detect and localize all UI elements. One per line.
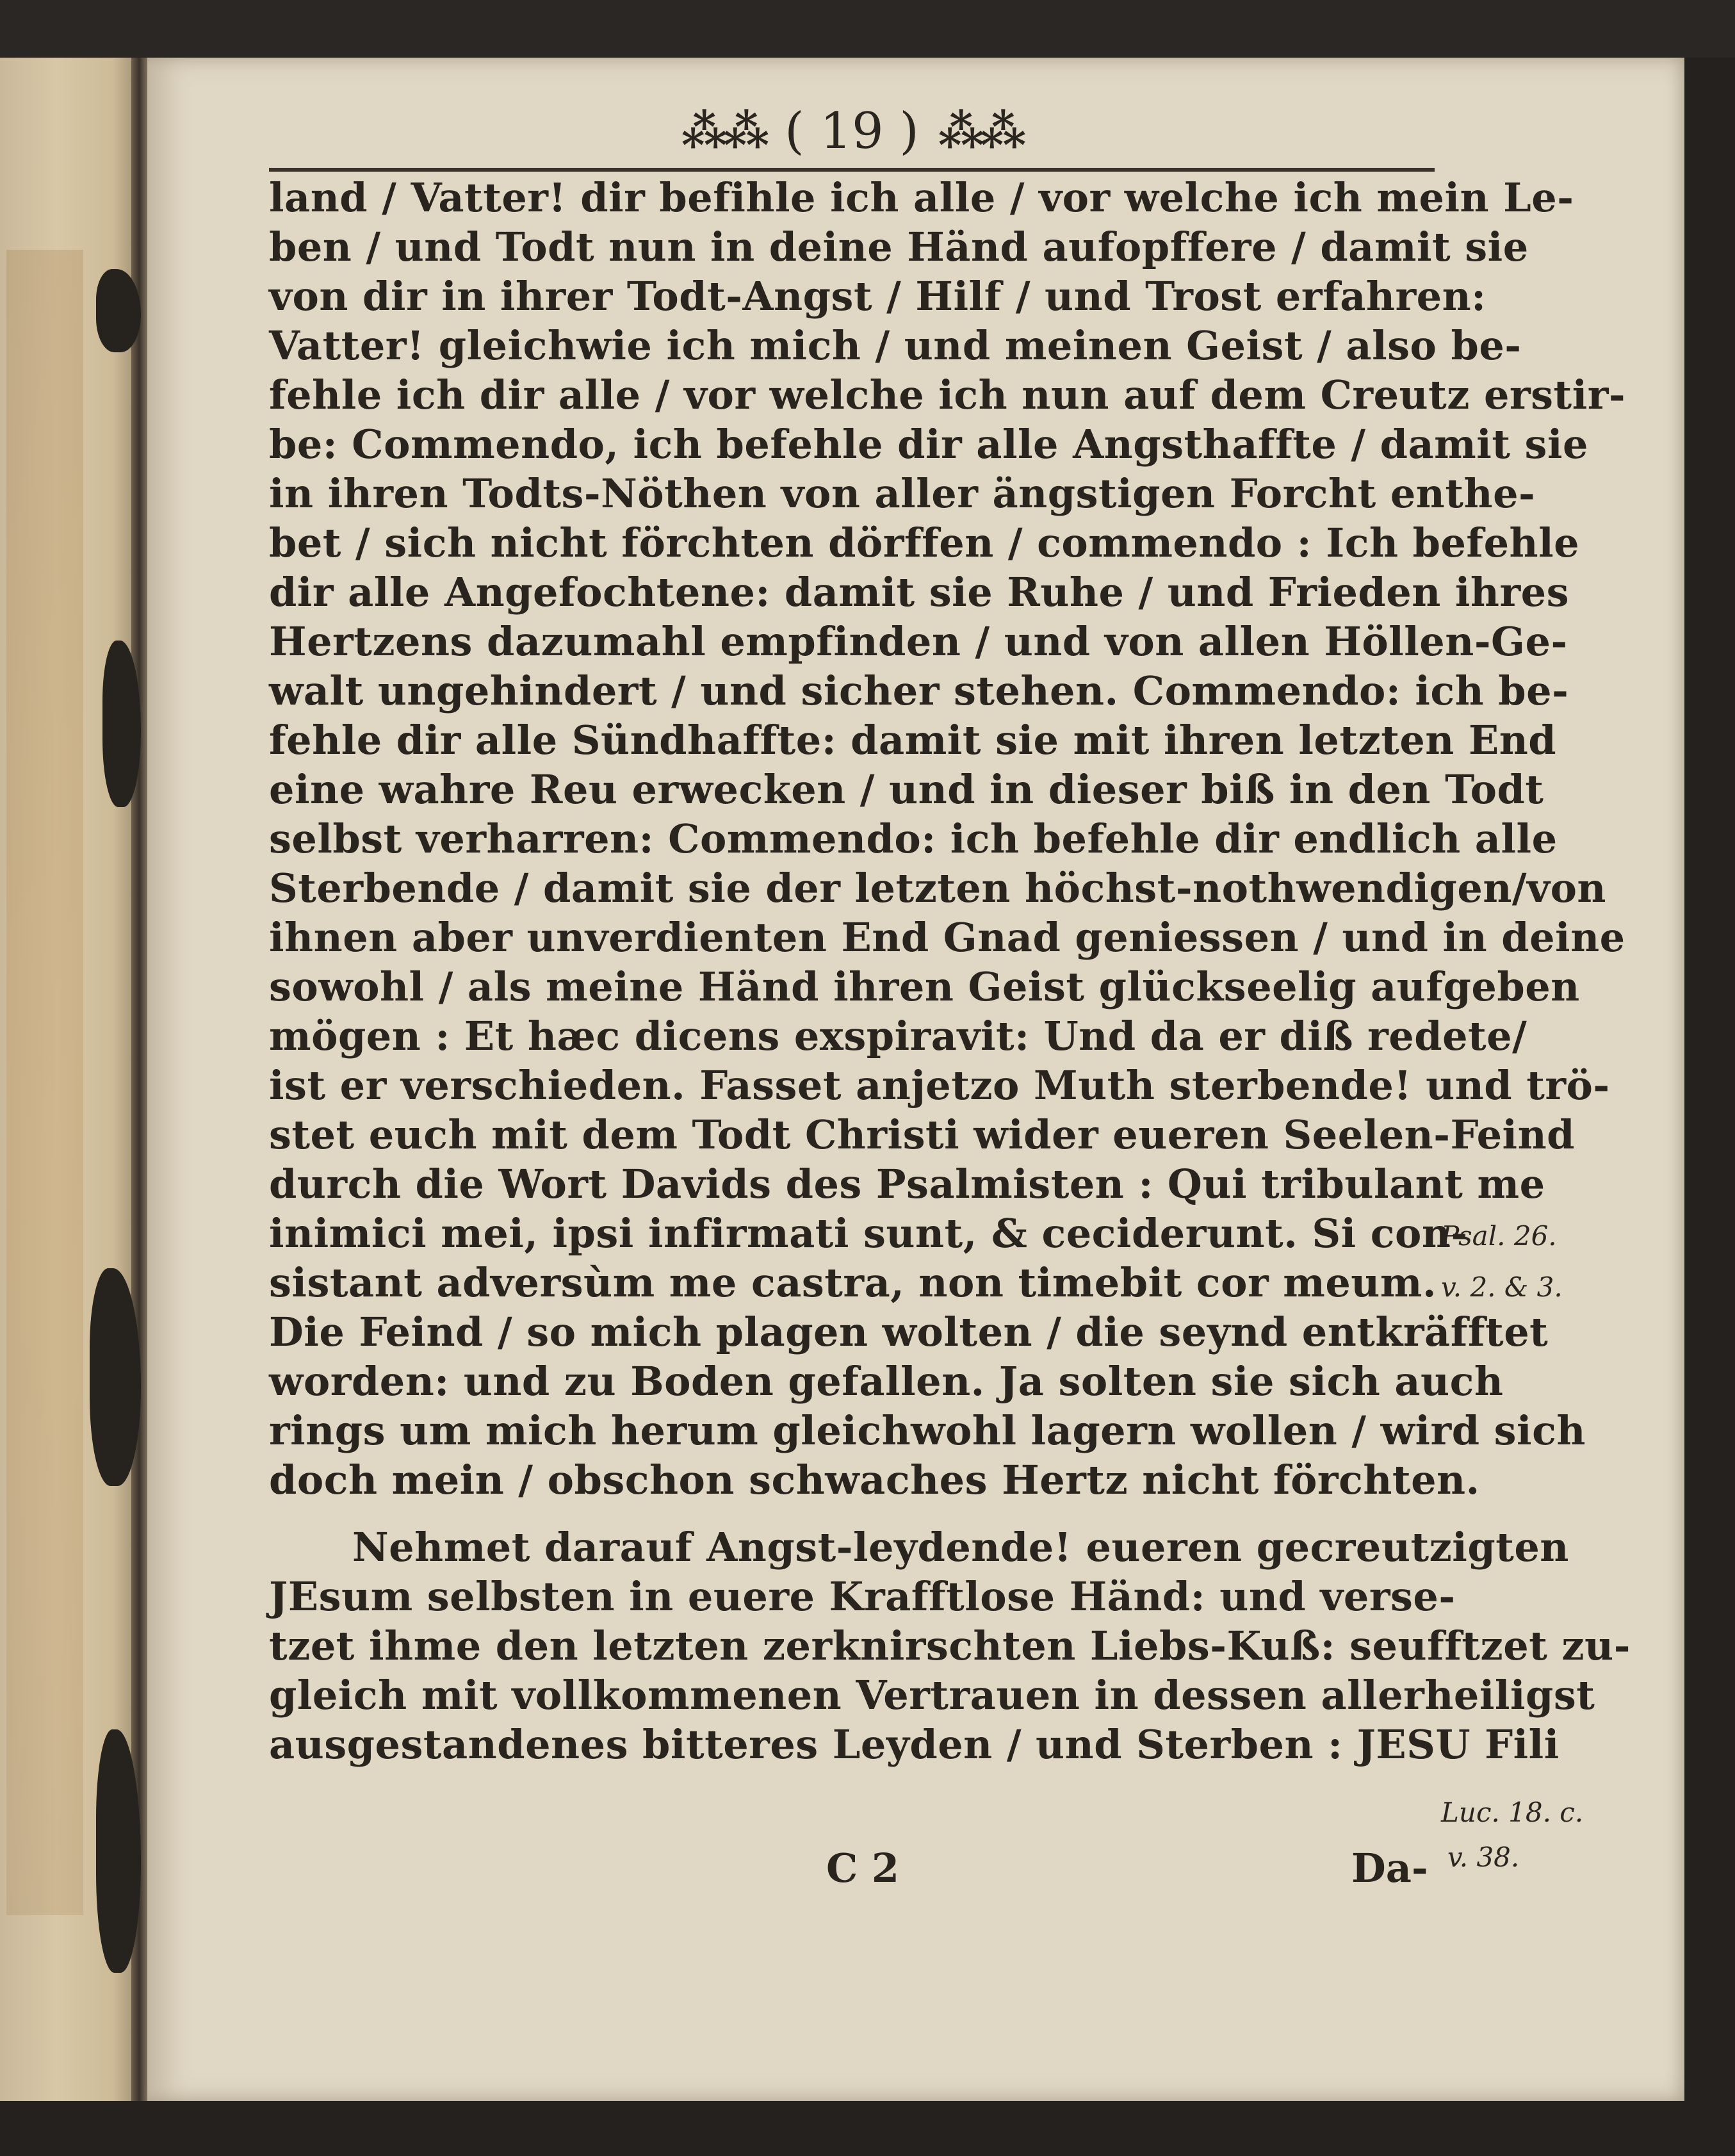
margin-note-luke-verse: v. 38. (1447, 1842, 1520, 1873)
running-head (628, 102, 1076, 160)
text-line: Nehmet darauf Angst-leydende! eueren gecreutzigten (352, 1524, 1569, 1571)
text-line: worden: und zu Boden gefallen. Ja solten sie sich auch (269, 1358, 1504, 1405)
text-line: eine wahre Reu erwecken / und in dieser biß in den Todt (269, 766, 1544, 813)
text-line: Vatter! gleichwie ich mich / und meinen Geist / also be- (269, 322, 1522, 369)
text-line: selbst verharren: Commendo: ich befehle dir endlich alle (269, 815, 1558, 862)
margin-note-psalm: Psal. 26. (1441, 1220, 1557, 1252)
text-line: ausgestandenes bitteres Leyden / und Sterben : JESU Fili (269, 1721, 1560, 1768)
text-line: ben / und Todt nun in deine Händ aufopffere / damit sie (269, 224, 1529, 270)
signature-mark: C 2 (826, 1845, 900, 1891)
text-line: stet euch mit dem Todt Christi wider eueren Seelen-Feind (269, 1111, 1576, 1158)
text-line: JEsum selbsten in euere Krafftlose Händ: und verse- (269, 1573, 1456, 1620)
text-line: doch mein / obschon schwaches Hertz nicht förchten. (269, 1457, 1480, 1503)
text-line: walt ungehindert / und sicher stehen. Commendo: ich be- (269, 667, 1569, 714)
text-line: ist er verschieden. Fasset anjetzo Muth sterbende! und trö- (269, 1062, 1610, 1109)
text-line: Die Feind / so mich plagen wolten / die seynd entkräfftet (269, 1309, 1549, 1355)
ornament-left: ⁂⁂ (681, 104, 766, 158)
text-line: gleich mit vollkommenen Vertrauen in dessen allerheiligst (269, 1672, 1595, 1719)
scan-background-bottom (0, 2101, 1735, 2156)
text-line: fehle ich dir alle / vor welche ich nun auf dem Creutz erstir- (269, 372, 1626, 418)
text-line: sowohl / als meine Händ ihren Geist glückseelig aufgeben (269, 963, 1580, 1010)
text-line: Hertzens dazumahl empfinden / und von allen Höllen-Ge- (269, 618, 1568, 665)
page-number: ( 19 ) (785, 102, 919, 160)
text-line: land / Vatter! dir befihle ich alle / vor welche ich mein Le- (269, 174, 1574, 221)
text-line: ihnen aber unverdienten End Gnad geniessen / und in deine (269, 914, 1625, 961)
margin-note-luke: Luc. 18. c. (1441, 1797, 1584, 1828)
scan-background-top (0, 0, 1735, 58)
text-line: rings um mich herum gleichwohl lagern wollen / wird sich (269, 1407, 1586, 1454)
text-line: be: Commendo, ich befehle dir alle Angsthaffte / damit sie (269, 421, 1588, 468)
ornament-right: ⁂⁂ (938, 104, 1023, 158)
catchword: Da- (1351, 1845, 1428, 1891)
text-line: Sterbende / damit sie der letzten höchst-nothwendigen/von (269, 865, 1607, 911)
text-line: sistant adversùm me castra, non timebit cor meum. (269, 1259, 1437, 1306)
header-rule (269, 168, 1435, 172)
text-line: bet / sich nicht förchten dörffen / commendo : Ich befehle (269, 519, 1580, 566)
text-line: dir alle Angefochtene: damit sie Ruhe / und Frieden ihres (269, 569, 1569, 616)
text-line: von dir in ihrer Todt-Angst / Hilf / und Trost erfahren: (269, 273, 1487, 320)
text-line: fehle dir alle Sündhaffte: damit sie mit ihren letzten End (269, 717, 1557, 764)
text-line: mögen : Et hæc dicens exspiravit: Und da er diß redete/ (269, 1013, 1527, 1059)
scan-background-right (1684, 58, 1735, 2156)
page-stain (6, 250, 83, 1915)
margin-note-psalm-verse: v. 2. & 3. (1441, 1271, 1563, 1303)
text-line: tzet ihme den letzten zerknirschten Liebs-Kuß: seufftzet zu- (269, 1622, 1631, 1669)
text-line: in ihren Todts-Nöthen von aller ängstigen Forcht enthe- (269, 470, 1536, 517)
text-line: inimici mei, ipsi infirmati sunt, & ceciderunt. Si con- (269, 1210, 1468, 1257)
text-line: durch die Wort Davids des Psalmisten : Qui tribulant me (269, 1161, 1545, 1207)
